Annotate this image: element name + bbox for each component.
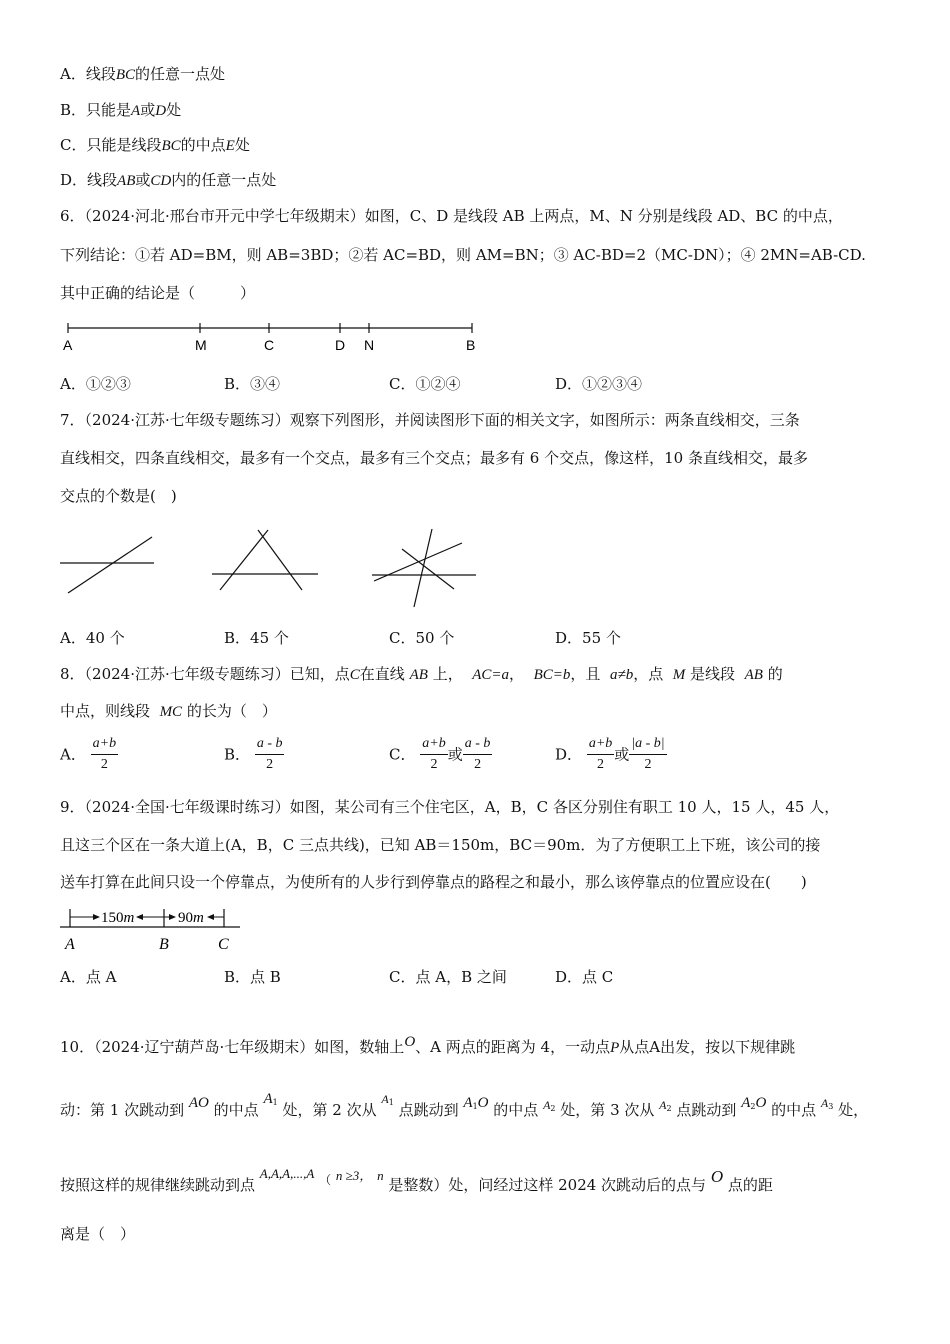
q8-line1: 8．（2024·江苏·七年级专题练习）已知，点C在直线 AB 上， AC=a， BC=b，且 a≠b，点 M 是线段 AB 的 xyxy=(60,665,783,683)
q5-option-c: C．只能是线段BC的中点E处 xyxy=(60,136,250,154)
q8-fraction-c1: $\frac{a+b}{2}$ xyxy=(422,736,446,772)
q7-two-lines-figure xyxy=(60,535,160,595)
q6-line1: 6．（2024·河北·邢台市开元中学七年级期末）如图，C、D 是线段 AB 上两点，M、N 分别是线段 AD、BC 的中点， xyxy=(60,207,843,225)
q8-option-b: B． $\frac{a - b}{2}$ xyxy=(224,736,283,772)
q8-option-a: A． $\frac{a+b}{2}$ xyxy=(60,736,117,772)
q8-option-c: C． $\frac{a+b}{2}$ 或 $\frac{a - b}{2}$ xyxy=(389,736,491,772)
q8-fraction-d2: $\frac{|a - b|}{2}$ xyxy=(631,736,665,772)
q6-segment-figure xyxy=(60,318,480,358)
q6-option-a: A．①②③ xyxy=(60,375,131,393)
q10-sequence: A,A,A,...,A xyxy=(259,1166,315,1181)
q8-option-d: D． $\frac{a+b}{2}$ 或 $\frac{|a - b|}{2}$ xyxy=(555,736,665,772)
svg-text:150m xyxy=(101,910,135,926)
q9-option-b: B．点 B xyxy=(224,968,281,986)
q5-option-a: A．线段BC的任意一点处 xyxy=(60,65,226,83)
q9-point-b: B xyxy=(159,936,169,953)
q6-point-b: B xyxy=(466,337,476,353)
q6-point-n: N xyxy=(364,337,375,353)
q10-line2: 动：第 1 次跳动到 AO 的中点 $A_1$ 处，第 2 次从 $^{A_1}$ 点跳动到 $A_1O$ 的中点 $^{A_2}$ 处，第 3 次从 $^{A_2}$ 点跳动到 $A_2O$ 的中点 $^{A_3}$ 处， xyxy=(60,1091,869,1119)
q6-option-d: D．①②③④ xyxy=(555,375,643,393)
q7-option-b: B．45 个 xyxy=(224,629,289,647)
q8-fraction-a: $\frac{a+b}{2}$ xyxy=(92,736,117,772)
q7-four-lines-figure xyxy=(370,525,480,609)
q9-point-a: A xyxy=(65,936,75,953)
q10-line3: 按照这样的规律继续跳动到点 A,A,A,...,A （ n ≥3， n 是整数）处，问经过这样 2024 次跳动后的点与 O 点的距 xyxy=(60,1166,773,1194)
q6-line3: 其中正确的结论是（ ） xyxy=(60,284,256,302)
q6-point-m: M xyxy=(195,337,207,353)
q9-seg2-value: 90 xyxy=(178,910,193,926)
q5-option-b: B．只能是A或D处 xyxy=(60,101,182,119)
q8-fraction-c2: $\frac{a - b}{2}$ xyxy=(464,736,491,772)
q9-point-c: C xyxy=(218,936,229,953)
q7-line2: 直线相交，四条直线相交，最多有一个交点，最多有三个交点；最多有 6 个交点，像这样，10 条直线相交，最多 xyxy=(60,449,808,467)
q9-option-c: C．点 A，B 之间 xyxy=(389,968,507,986)
q7-option-a: A．40 个 xyxy=(60,629,125,647)
q6-point-a: A xyxy=(63,337,73,353)
q6-point-c: C xyxy=(264,337,275,353)
q9-seg1-value: 150 xyxy=(101,910,124,926)
q9-line1: 9．（2024·全国·七年级课时练习）如图，某公司有三个住宅区，A，B，C 各区分别住有职工 10 人，15 人，45 人， xyxy=(60,798,840,816)
q7-line3: 交点的个数是( ) xyxy=(60,487,177,505)
q9-distance-figure xyxy=(60,905,250,955)
q8-fraction-d1: $\frac{a+b}{2}$ xyxy=(588,736,613,772)
q8-fraction-b: $\frac{a - b}{2}$ xyxy=(256,736,283,772)
q7-three-lines-figure xyxy=(210,528,320,592)
q6-option-b: B．③④ xyxy=(224,375,281,393)
q9-seg1-unit: m xyxy=(123,910,135,926)
q7-line1: 7．（2024·江苏·七年级专题练习）观察下列图形，并阅读图形下面的相关文字，如图所示：两条直线相交，三条 xyxy=(60,411,800,429)
q9-line3: 送车打算在此间只设一个停靠点，为使所有的人步行到停靠点的路程之和最小，那么该停靠点的位置应设在( ) xyxy=(60,873,807,891)
q6-point-d: D xyxy=(335,337,346,353)
q9-seg2-unit: m xyxy=(193,910,204,926)
q7-option-c: C．50 个 xyxy=(389,629,455,647)
q9-option-d: D．点 C xyxy=(555,968,614,986)
q10-line4: 离是（ ） xyxy=(60,1225,136,1243)
q6-option-c: C．①②④ xyxy=(389,375,461,393)
q6-line2: 下列结论：①若 AD=BM，则 AB=3BD；②若 AC=BD，则 AM=BN；③ AC-BD=2（MC-DN）；④ 2MN=AB-CD. xyxy=(60,246,866,264)
q9-option-a: A．点 A xyxy=(60,968,117,986)
q10-line1: 10．（2024·辽宁葫芦岛·七年级期末）如图，数轴上O、A 两点的距离为 4，一动点P从点A出发，按以下规律跳 xyxy=(60,1034,796,1056)
q8-line2: 中点，则线段 MC 的长为（ ） xyxy=(60,702,277,720)
q5-option-d: D．线段AB或CD内的任意一点处 xyxy=(60,171,277,189)
q7-option-d: D．55 个 xyxy=(555,629,621,647)
svg-text:90m xyxy=(178,910,204,926)
q9-line2: 且这三个区在一条大道上(A，B，C 三点共线)，已知 AB＝150m，BC＝90m．为了方便职工上下班，该公司的接 xyxy=(60,836,821,854)
